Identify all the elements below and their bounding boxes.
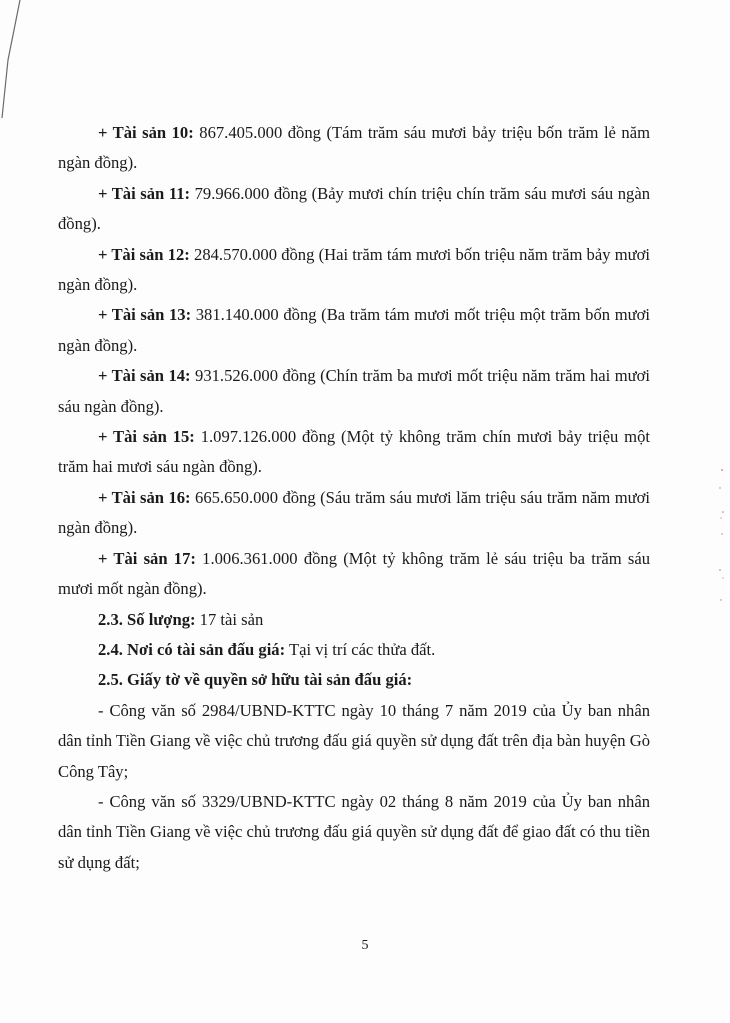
section-text: 17 tài sản bbox=[195, 609, 264, 629]
section-text: Tại vị trí các thửa đất. bbox=[285, 639, 436, 659]
asset-item-15 bbox=[58, 422, 650, 483]
asset-label: + Tài sản 17: bbox=[98, 548, 196, 568]
document-reference-1: - Công văn số 2984/UBND-KTTC ngày 10 tháng 7 năm 2019 của Ủy ban nhân dân tỉnh Tiền Giang về việc chủ trương đấu giá quyền sử dụng đất trên địa bàn huyện Gò Công Tây; bbox=[58, 700, 650, 781]
asset-amount-words: (Chín trăm ba mươi mốt triệu năm trăm hai mươi sáu ngàn đồng). bbox=[58, 366, 650, 416]
scan-edge-mark bbox=[0, 0, 40, 120]
section-heading: 2.3. Số lượng: bbox=[98, 609, 196, 629]
section-heading: 2.5. Giấy tờ về quyền sở hữu tài sản đấu giá: bbox=[98, 670, 413, 690]
asset-amount-words: (Ba trăm tám mươi mốt triệu một trăm bốn mươi ngàn đồng). bbox=[58, 305, 650, 355]
asset-item-10 bbox=[58, 118, 650, 179]
margin-stamp-marks bbox=[716, 460, 728, 620]
asset-label: + Tài sản 10: bbox=[98, 123, 194, 142]
asset-amount: 79.966.000 đồng bbox=[190, 183, 308, 203]
asset-label: + Tài sản 14: bbox=[98, 366, 191, 386]
section-2-5-ownership-docs bbox=[58, 665, 650, 695]
asset-item-17 bbox=[58, 544, 650, 605]
asset-amount: 867.405.000 đồng bbox=[193, 123, 321, 142]
asset-amount-words: (Hai trăm tám mươi bốn triệu năm trăm bảy mươi ngàn đồng). bbox=[58, 244, 650, 295]
asset-amount: 1.097.126.000 đồng bbox=[194, 427, 336, 447]
asset-label: + Tài sản 15: bbox=[98, 427, 195, 447]
asset-item-14 bbox=[58, 361, 650, 422]
asset-item-16 bbox=[58, 483, 650, 544]
asset-amount-words: (Một tỷ không trăm chín mươi bảy triệu một trăm hai mươi sáu ngàn đồng). bbox=[58, 427, 650, 477]
asset-amount: 381.140.000 đồng bbox=[191, 305, 317, 325]
page-number: 5 bbox=[361, 938, 369, 953]
asset-amount: 284.570.000 đồng bbox=[189, 244, 315, 264]
asset-label: + Tài sản 12: bbox=[98, 244, 190, 264]
section-2-3-quantity bbox=[58, 605, 650, 635]
asset-label: + Tài sản 16: bbox=[98, 487, 191, 507]
asset-item-11 bbox=[58, 179, 650, 240]
asset-item-13 bbox=[58, 300, 650, 361]
asset-label: + Tài sản 11: bbox=[98, 183, 191, 203]
asset-amount-words: (Tám trăm sáu mươi bảy triệu bốn trăm lẻ năm ngàn đồng). bbox=[58, 123, 651, 173]
asset-amount: 931.526.000 đồng bbox=[190, 366, 316, 386]
asset-label: + Tài sản 13: bbox=[98, 305, 192, 325]
section-2-4-location bbox=[58, 635, 650, 665]
section-heading: 2.4. Nơi có tài sản đấu giá: bbox=[98, 639, 286, 659]
asset-amount-words: (Bảy mươi chín triệu chín trăm sáu mươi sáu ngàn đồng). bbox=[58, 183, 651, 234]
asset-amount-words: (Sáu trăm sáu mươi lăm triệu sáu trăm năm mươi ngàn đồng). bbox=[58, 487, 651, 538]
asset-item-12 bbox=[58, 240, 650, 301]
document-reference-2: - Công văn số 3329/UBND-KTTC ngày 02 tháng 8 năm 2019 của Ủy ban nhân dân tỉnh Tiền Giang về việc chủ trương đấu giá quyền sử dụng đất để giao đất có thu tiền sử dụng đất; bbox=[58, 791, 650, 872]
asset-amount-words: (Một tỷ không trăm lẻ sáu triệu ba trăm sáu mươi mốt ngàn đồng). bbox=[58, 548, 651, 599]
asset-amount: 665.650.000 đồng bbox=[190, 487, 316, 507]
document-body bbox=[58, 118, 650, 878]
asset-amount: 1.006.361.000 đồng bbox=[195, 548, 338, 568]
